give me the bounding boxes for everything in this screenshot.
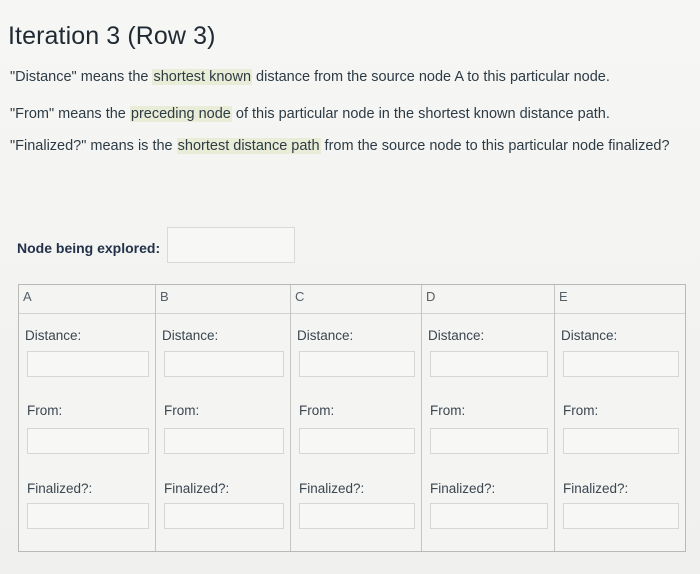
node-column-b [156, 285, 291, 551]
from-input[interactable] [164, 428, 284, 454]
divider [291, 313, 421, 314]
distance-input[interactable] [563, 351, 679, 377]
definition-text: "Finalized?" means is the [10, 138, 177, 154]
finalized-label: Finalized?: [27, 481, 93, 496]
node-column-d [422, 285, 555, 551]
divider [422, 313, 554, 314]
distance-input[interactable] [27, 351, 149, 377]
highlighted-text: shortest known [153, 69, 252, 85]
from-label: From: [27, 403, 63, 418]
node-header: E [559, 289, 568, 304]
node-being-explored-input[interactable] [167, 227, 295, 263]
node-header: A [23, 289, 32, 304]
finalized-definition [10, 135, 670, 157]
finalized-input[interactable] [299, 503, 415, 529]
finalized-input[interactable] [563, 503, 679, 529]
node-column-c [291, 285, 422, 551]
distance-definition [10, 66, 670, 88]
definition-text: of this particular node in the shortest known distance path. [231, 106, 610, 122]
distance-input[interactable] [430, 351, 548, 377]
node-table [18, 284, 686, 552]
from-input[interactable] [27, 428, 149, 454]
distance-label: Distance: [25, 328, 82, 343]
distance-label: Distance: [297, 328, 354, 343]
page-title: Iteration 3 (Row 3) [8, 22, 216, 50]
highlighted-text: preceding node [130, 106, 231, 122]
node-column-a [19, 285, 156, 551]
from-label: From: [430, 403, 466, 418]
from-definition [10, 103, 670, 125]
divider [555, 313, 685, 314]
from-input[interactable] [563, 428, 679, 454]
node-header: D [426, 289, 436, 304]
finalized-label: Finalized?: [430, 481, 496, 496]
finalized-input[interactable] [430, 503, 548, 529]
distance-label: Distance: [428, 328, 485, 343]
from-label: From: [299, 403, 335, 418]
divider [156, 313, 290, 314]
distance-input[interactable] [299, 351, 415, 377]
node-column-e [555, 285, 685, 551]
divider [19, 313, 155, 314]
finalized-input[interactable] [27, 503, 149, 529]
from-label: From: [164, 403, 200, 418]
highlighted-text: shortest distance path [177, 138, 320, 154]
node-header: B [160, 289, 169, 304]
from-input[interactable] [299, 428, 415, 454]
node-header: C [295, 289, 305, 304]
distance-label: Distance: [561, 328, 618, 343]
definition-text: distance from the source node A to this particular node. [252, 69, 610, 85]
finalized-label: Finalized?: [299, 481, 365, 496]
definition-text: "From" means the [10, 106, 130, 122]
definition-text: from the source node to this particular node finalized? [320, 138, 670, 154]
definition-text: "Distance" means the [10, 69, 153, 85]
from-label: From: [563, 403, 599, 418]
finalized-input[interactable] [164, 503, 284, 529]
distance-input[interactable] [164, 351, 284, 377]
finalized-label: Finalized?: [563, 481, 629, 496]
node-being-explored-label: Node being explored: [17, 240, 161, 256]
distance-label: Distance: [162, 328, 219, 343]
finalized-label: Finalized?: [164, 481, 230, 496]
from-input[interactable] [430, 428, 548, 454]
